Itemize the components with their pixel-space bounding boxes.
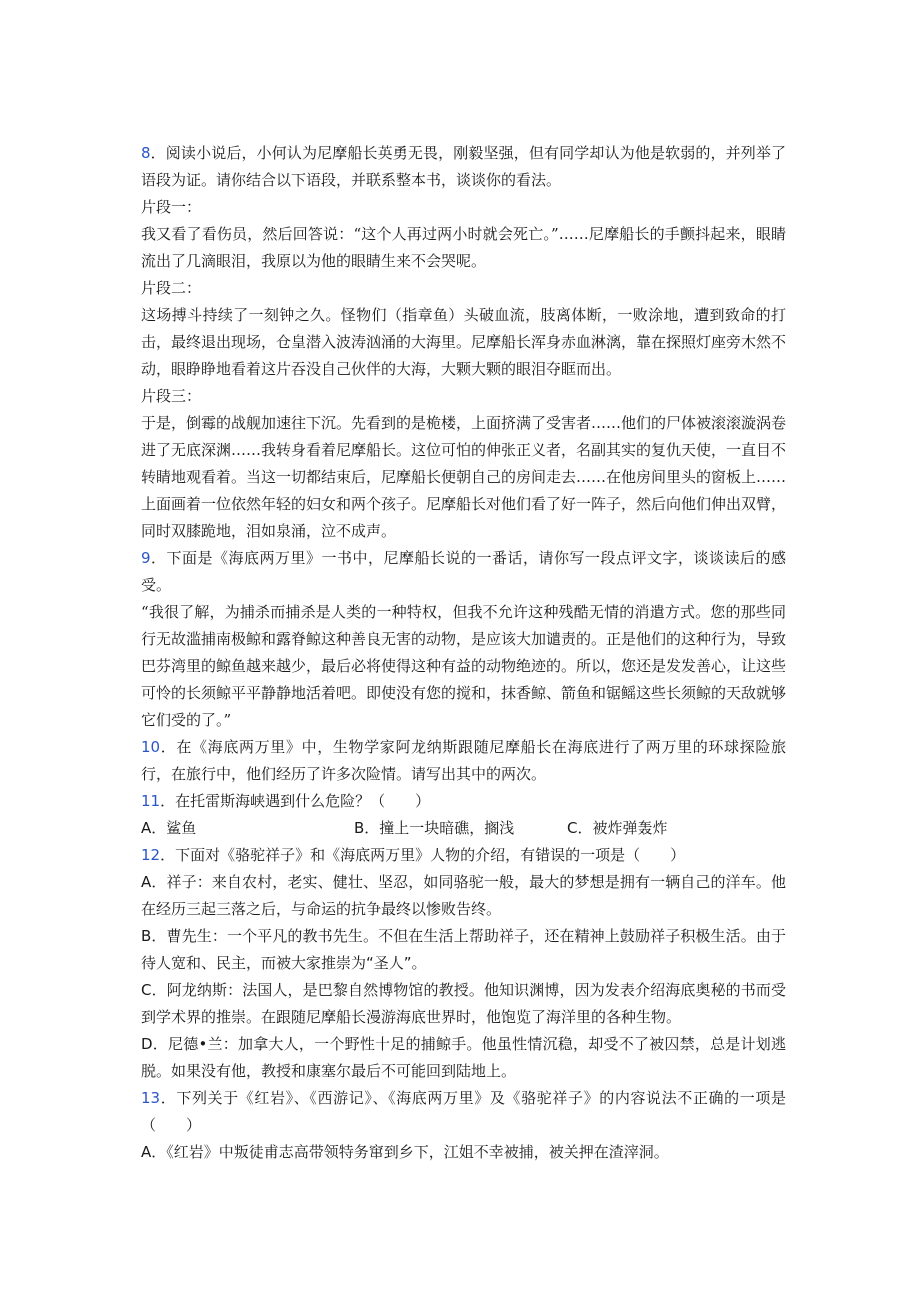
question-number: 13 — [141, 1089, 161, 1107]
fragment-text: 于是，倒霉的战舰加速往下沉。先看到的是桅楼，上面挤满了受害者……他们的尸体被滚滚漩涡卷进了无底深渊……我转身看着尼摩船长。这位可怕的伸张正义者，名副其实的复仇天使，一直目不转睛地观看着。当这一切都结束后，尼摩船长便朝自己的房间走去……在他房间里头的窗板上……上面画着一位依然年轻的妇女和两个孩子。尼摩船长对他们看了好一阵子，然后向他们伸出双臂，同时双膝跪地，泪如泉涌，泣不成声。 — [141, 414, 787, 540]
question-11 — [141, 788, 786, 815]
question-number: 12 — [141, 846, 161, 864]
fragment-label: 片段二： — [141, 279, 202, 297]
question-13 — [141, 1085, 786, 1139]
fragment-label: 片段三： — [141, 387, 202, 405]
question-8 — [141, 140, 786, 194]
question-text: ．在《海底两万里》中，生物学家阿龙纳斯跟随尼摩船长在海底进行了两万里的环球探险旅行，在旅行中，他们经历了许多次险情。请写出其中的两次。 — [141, 738, 786, 783]
fragment-label: 片段一： — [141, 198, 202, 216]
option-a: A．《红岩》中叛徒甫志高带领特务窜到乡下，江姐不幸被捕，被关押在渣滓洞。 — [141, 1143, 669, 1161]
option-d: D．尼德•兰：加拿大人，一个野性十足的捕鲸手。他虽性情沉稳，却受不了被囚禁，总是计划逃脱。如果没有他，教授和康塞尔最后不可能回到陆地上。 — [141, 1035, 786, 1080]
question-number: 8 — [141, 144, 151, 162]
question-9 — [141, 545, 786, 599]
question-text: ．在托雷斯海峡遇到什么危险？（ ） — [160, 792, 431, 810]
option-c: C．被炸弹轰炸 — [567, 819, 668, 837]
question-text: ．阅读小说后，小何认为尼摩船长英勇无畏，刚毅坚强，但有同学却认为他是软弱的，并列举了语段为证。请你结合以下语段，并联系整本书，谈谈你的看法。 — [141, 144, 786, 189]
question-text: ．下面是《海底两万里》一书中，尼摩船长说的一番话，请你写一段点评文字，谈谈读后的感受。 — [141, 549, 786, 594]
option-a: A．鲨鱼 — [141, 819, 197, 837]
question-number: 10 — [141, 738, 161, 756]
answer-options — [141, 815, 786, 842]
quote-text: “我很了解，为捕杀而捕杀是人类的一种特权，但我不允许这种残酷无情的消遣方式。您的那些同行无故滥捕南极鲸和露脊鲸这种善良无害的动物，是应该大加谴责的。正是他们的这种行为，导致巴芬湾里的鲸鱼越来越少，最后必将使得这种有益的动物绝迹的。所以，您还是发发善心，让这些可怜的长须鲸平平静静地活着吧。即使没有您的搅和，抹香鲸、箭鱼和锯鳐这些长须鲸的天敌就够它们受的了。” — [141, 603, 787, 729]
option-a: A．祥子：来自农村，老实、健壮、坚忍，如同骆驼一般，最大的梦想是拥有一辆自己的洋车。他在经历三起三落之后，与命运的抗争最终以惨败告终。 — [141, 873, 786, 918]
question-number: 9 — [141, 549, 151, 567]
question-number: 11 — [141, 792, 161, 810]
fragment-text: 这场搏斗持续了一刻钟之久。怪物们（指章鱼）头破血流，肢离体断，一败涂地，遭到致命的打击，最终退出现场，仓皇潜入波涛汹涌的大海里。尼摩船长浑身赤血淋漓，靠在探照灯座旁木然不动，眼睁睁地看着这片吞没自己伙伴的大海，大颗大颗的眼泪夺眶而出。 — [141, 306, 787, 378]
question-10 — [141, 734, 786, 788]
fragment-text: 我又看了看伤员，然后回答说：“这个人再过两小时就会死亡。”……尼摩船长的手颤抖起来，眼睛流出了几滴眼泪，我原以为他的眼睛生来不会哭呢。 — [141, 225, 786, 270]
question-text: ．下面对《骆驼祥子》和《海底两万里》人物的介绍，有错误的一项是（ ） — [160, 846, 686, 864]
question-text: ．下列关于《红岩》、《西游记》、《海底两万里》及《骆驼祥子》的内容说法不正确的一项是（ ） — [141, 1089, 786, 1134]
option-c: C．阿龙纳斯：法国人，是巴黎自然博物馆的教授。他知识渊博，因为发表介绍海底奥秘的书而受到学术界的推崇。在跟随尼摩船长漫游海底世界时，他饱览了海洋里的各种生物。 — [141, 981, 786, 1026]
question-content — [141, 140, 786, 1166]
question-12 — [141, 842, 786, 869]
option-b: B．曹先生：一个平凡的教书先生。不但在生活上帮助祥子，还在精神上鼓励祥子积极生活。由于待人宽和、民主，而被大家推崇为“圣人”。 — [141, 927, 786, 972]
option-b: B．撞上一块暗礁，搁浅 — [354, 819, 515, 837]
